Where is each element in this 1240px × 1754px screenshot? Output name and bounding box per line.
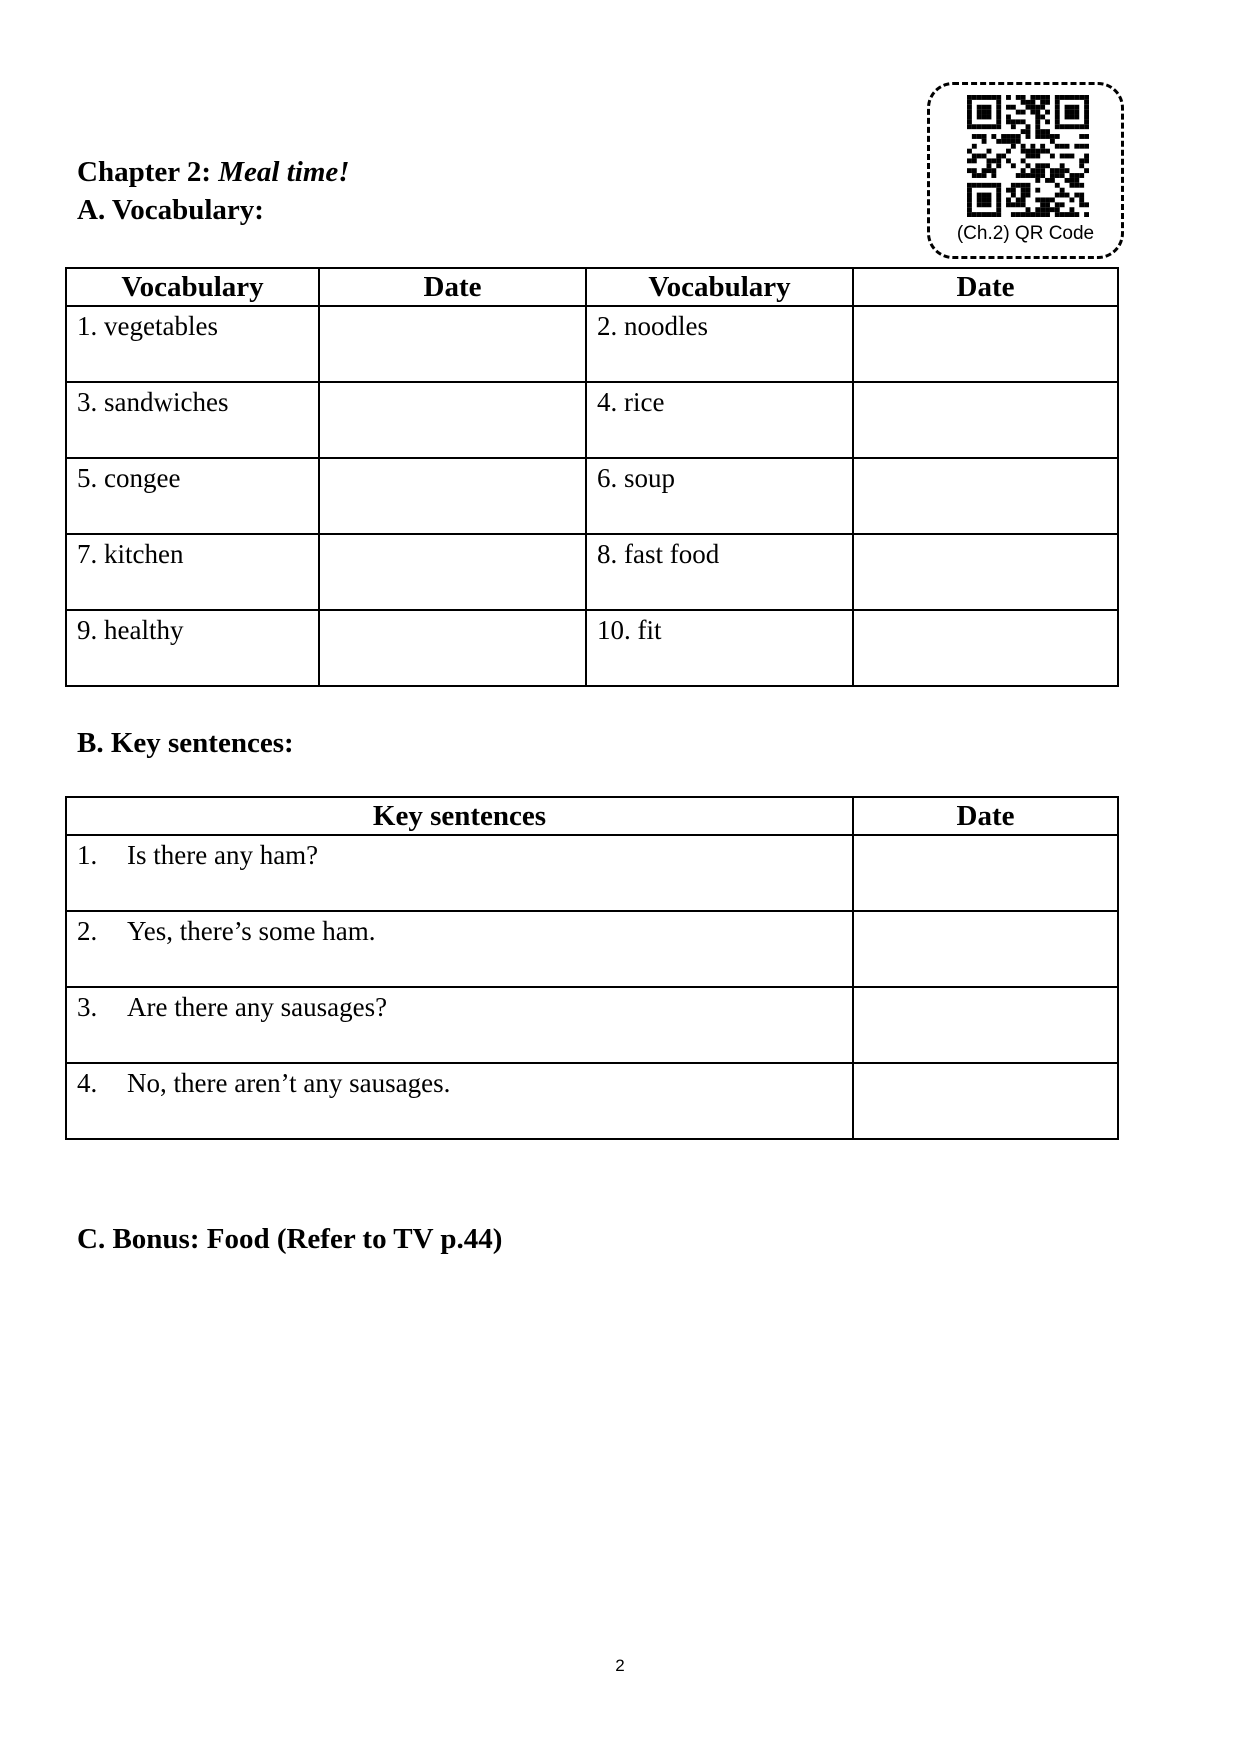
table-row [66,835,1118,911]
sentence-number: 1. [77,840,98,870]
vocabulary-word: 9. healthy [66,610,319,686]
sentence-number: 3. [77,992,98,1022]
table-row [66,1063,1118,1139]
date-cell[interactable] [319,382,586,458]
qr-code-box [927,82,1124,259]
date-cell[interactable] [853,306,1118,382]
table-row [66,306,1118,382]
table-row [66,610,1118,686]
sentence-text: Yes, there’s some ham. [127,916,376,946]
chapter-prefix: Chapter 2: [77,156,211,188]
column-header: Vocabulary [586,268,853,306]
table-row [66,987,1118,1063]
date-cell[interactable] [853,987,1118,1063]
qr-caption: (Ch.2) QR Code [956,223,1095,244]
sentence-cell [66,1063,853,1139]
vocabulary-word: 5. congee [66,458,319,534]
vocabulary-word: 4. rice [586,382,853,458]
vocabulary-word: 6. soup [586,458,853,534]
date-cell[interactable] [853,835,1118,911]
date-cell[interactable] [319,610,586,686]
sentence-text: Is there any ham? [127,840,319,870]
vocabulary-word: 1. vegetables [66,306,319,382]
key-sentences-header-row [66,797,1118,835]
date-cell[interactable] [853,610,1118,686]
vocabulary-word: 7. kitchen [66,534,319,610]
bonus-heading: C. Bonus: Food (Refer to TV p.44) [77,1223,503,1255]
table-row [66,382,1118,458]
qr-code-icon [967,95,1089,217]
sentence-cell [66,835,853,911]
table-row [66,534,1118,610]
column-header: Date [853,797,1118,835]
date-cell[interactable] [853,911,1118,987]
date-cell[interactable] [853,458,1118,534]
sentence-number: 4. [77,1068,98,1098]
chapter-name: Meal time! [218,156,350,188]
table-row [66,458,1118,534]
table-row [66,911,1118,987]
vocabulary-word: 8. fast food [586,534,853,610]
vocabulary-header-row [66,268,1118,306]
date-cell[interactable] [853,382,1118,458]
column-header: Vocabulary [66,268,319,306]
vocabulary-heading: A. Vocabulary: [77,194,264,226]
vocabulary-word: 3. sandwiches [66,382,319,458]
date-cell[interactable] [319,458,586,534]
column-header: Key sentences [66,797,853,835]
sentence-cell [66,987,853,1063]
vocabulary-word: 10. fit [586,610,853,686]
date-cell[interactable] [853,1063,1118,1139]
sentence-number: 2. [77,916,98,946]
sentence-text: No, there aren’t any sausages. [127,1068,451,1098]
vocabulary-table [65,267,1119,687]
sentence-cell [66,911,853,987]
page-number: 2 [615,1656,625,1675]
sentence-text: Are there any sausages? [127,992,388,1022]
date-cell[interactable] [853,534,1118,610]
key-sentences-heading: B. Key sentences: [77,727,294,759]
date-cell[interactable] [319,534,586,610]
column-header: Date [853,268,1118,306]
key-sentences-table [65,796,1119,1140]
column-header: Date [319,268,586,306]
chapter-title [77,155,350,189]
date-cell[interactable] [319,306,586,382]
vocabulary-word: 2. noodles [586,306,853,382]
